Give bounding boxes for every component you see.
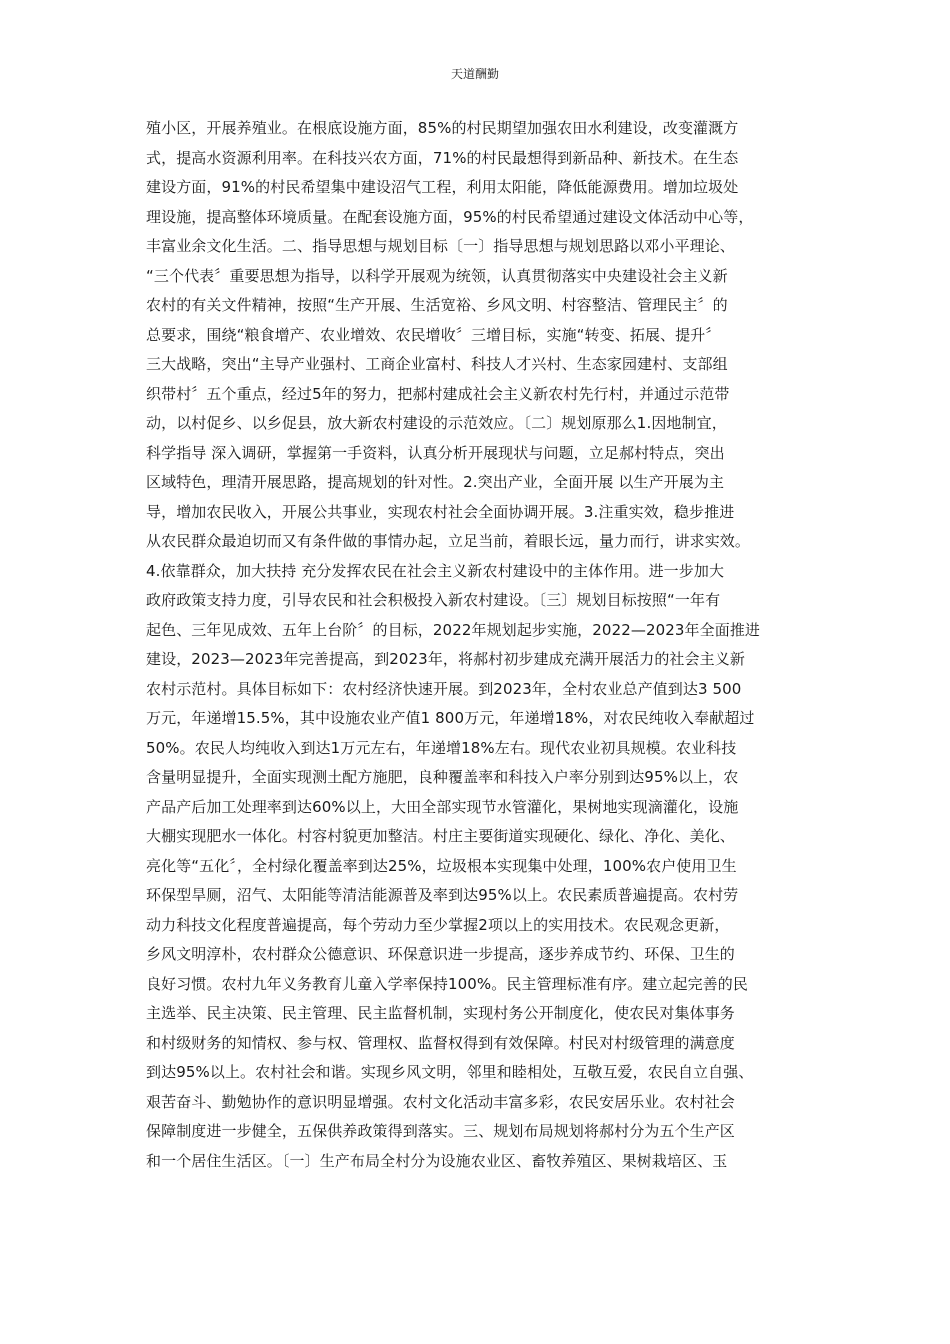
body-text [146,114,826,1176]
text-line: 丰富业余文化生活。二、指导思想与规划目标〔一〕指导思想与规划思路以邓小平理论、 [146,237,735,255]
text-line: 建设方面，91%的村民希望集中建设沼气工程，利用太阳能，降低能源费用。增加垃圾处 [146,178,739,196]
text-line: 总要求，围绕“粮食增产、农业增效、农民增收〞三增目标，实施“转变、拓展、提升〞 [146,325,721,344]
text-line: 政府政策支持力度，引导农民和社会积极投入新农村建设。〔三〕规划目标按照“一年有 [146,591,721,609]
text-line: 良好习惯。农村九年义务教育儿童入学率保持100%。民主管理标准有序。建立起完善的民 [146,974,748,993]
text-line: 导，增加农民收入，开展公共事业，实现农村社会全面协调开展。3.注重实效，稳步推进 [146,502,735,521]
text-line: 4.依靠群众，加大扶持 充分发挥农民在社会主义新农村建设中的主体作用。进一步加大 [146,561,725,580]
text-line: 动，以村促乡、以乡促县，放大新农村建设的示范效应。〔二〕规划原那么1.因地制宜， [146,414,727,432]
text-line: 建设，2023—2023年完善提高，到2023年，将郝村初步建成充满开展活力的社会主义新 [146,650,745,668]
text-line: 主选举、民主决策、民主管理、民主监督机制，实现村务公开制度化，使农民对集体事务 [146,1004,735,1022]
text-line: 动力科技文化程度普遍提高，每个劳动力至少掌握2项以上的实用技术。农民观念更新， [146,915,730,934]
text-line: 亮化等“五化〞，全村绿化覆盖率到达25%，垃圾根本实现集中处理，100%农户使用卫生 [146,856,737,875]
text-line: 农村的有关文件精神，按照“生产开展、生活宽裕、乡风文明、村容整洁、管理民主〞的 [146,296,728,314]
text-line: 艰苦奋斗、勤勉协作的意识明显增强。农村文化活动丰富多彩，农民安居乐业。农村社会 [146,1092,735,1111]
text-line: 乡风文明淳朴，农村群众公德意识、环保意识进一步提高，逐步养成节约、环保、卫生的 [146,945,735,963]
text-line: 式，提高水资源利用率。在科技兴农方面，71%的村民最想得到新品种、新技术。在生态 [146,148,739,167]
text-line: 科学指导 深入调研，掌握第一手资料，认真分析开展现状与问题，立足郝村特点，突出 [146,443,725,462]
text-line: 农村示范村。具体目标如下：农村经济快速开展。到2023年，全村农业总产值到达3 500 [146,679,742,698]
text-line: 50%。农民人均纯收入到达1万元左右，年递增18%左右。现代农业初具规模。农业科技 [146,738,737,757]
text-line: 产品产后加工处理率到达60%以上，大田全部实现节水管灌化，果树地实现滴灌化，设施 [146,797,739,816]
text-line: 和村级财务的知情权、参与权、管理权、监督权得到有效保障。村民对村级管理的满意度 [146,1033,735,1052]
text-line: 织带村〞五个重点，经过5年的努力，把郝村建成社会主义新农村先行村，并通过示范带 [146,384,730,403]
text-line: 保障制度进一步健全，五保供养政策得到落实。三、规划布局规划将郝村分为五个生产区 [146,1122,735,1140]
text-line: 万元，年递增15.5%，其中设施农业产值1 800万元，年递增18%，对农民纯收入奉献超过 [146,709,755,727]
text-line: 理设施，提高整体环境质量。在配套设施方面，95%的村民希望通过建设文体活动中心等， [146,207,754,226]
text-line: 大棚实现肥水一体化。村容村貌更加整洁。村庄主要街道实现硬化、绿化、净化、美化、 [146,827,735,845]
text-line: 起色、三年见成效、五年上台阶〞的目标，2022年规划起步实施，2022—2023年全面推进 [146,620,761,639]
text-line: 从农民群众最迫切而又有条件做的事情办起，立足当前，着眼长远，量力而行，讲求实效。 [146,532,751,550]
text-line: 到达95%以上。农村社会和谐。实现乡风文明，邻里和睦相处，互敬互爱，农民自立自强、 [146,1063,754,1081]
text-line: 含量明显提升，全面实现测土配方施肥，良种覆盖率和科技入户率分别到达95%以上，农 [146,768,739,786]
text-line: 殖小区，开展养殖业。在根底设施方面，85%的村民期望加强农田水利建设，改变灌溉方 [146,119,739,137]
text-line: “三个代表〞重要思想为指导，以科学开展观为统领，认真贯彻落实中央建设社会主义新 [146,266,728,285]
page-header: 天道酬勤 [450,67,499,81]
text-line: 区域特色，理清开展思路，提高规划的针对性。2.突出产业，全面开展 以生产开展为主 [146,473,725,491]
text-line: 环保型旱厕，沼气、太阳能等清洁能源普及率到达95%以上。农民素质普遍提高。农村劳 [146,886,739,904]
text-line: 三大战略，突出“主导产业强村、工商企业富村、科技人才兴村、生态家园建村、支部组 [146,355,728,373]
text-line: 和一个居住生活区。〔一〕生产布局全村分为设施农业区、畜牧养殖区、果树栽培区、玉 [146,1151,728,1170]
